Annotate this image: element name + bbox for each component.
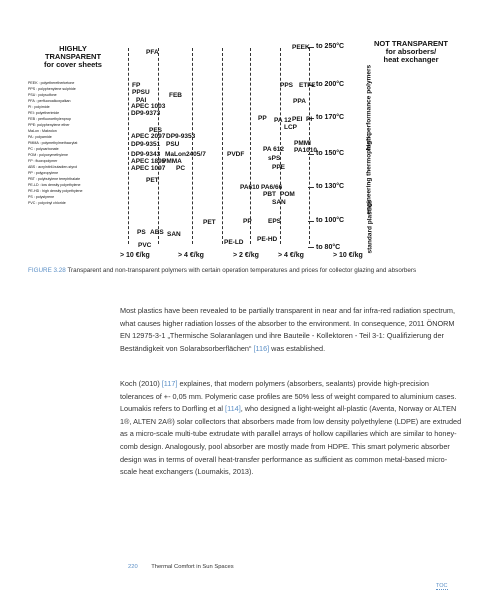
price-label: > 4 €/kg	[178, 252, 204, 259]
material-label: SAN	[272, 199, 286, 206]
temp-tick	[308, 154, 314, 155]
material-label: PA610	[240, 184, 260, 191]
material-label: PS	[137, 229, 146, 236]
temp-label: to 250°C	[316, 43, 345, 50]
material-label: PE-LD	[224, 239, 244, 246]
band-line	[222, 48, 223, 244]
reference-link[interactable]: [116]	[253, 343, 270, 353]
side-label-standard: standard plastics	[366, 200, 374, 254]
reference-link[interactable]: [114]	[225, 404, 241, 414]
temp-tick	[308, 187, 314, 188]
material-label: APEC 1003	[131, 103, 166, 110]
material-label: PVDF	[227, 151, 245, 158]
material-label: PP	[258, 115, 267, 122]
side-label-engineering: engineering thermoplastic	[365, 133, 373, 215]
material-label: APEC 1097	[131, 165, 166, 172]
temp-label: to 130°C	[316, 183, 345, 190]
temp-label: to 170°C	[316, 114, 345, 121]
material-label: ABS	[150, 229, 164, 236]
material-label: DP9-9353	[166, 133, 196, 140]
price-label: > 10 €/kg	[333, 252, 363, 259]
material-label: PAI	[136, 97, 147, 104]
material-label: PC	[176, 165, 186, 172]
material-label: PA 612	[263, 146, 284, 153]
material-label: POM	[280, 191, 295, 198]
polymer-figure	[28, 38, 449, 260]
material-label: APEC 1895	[131, 158, 166, 165]
paragraph-2-tail: , who designed a light-weight all-plastic (Aventa, Norway or ALTEN 1®, ALTEN 2A®) solar collectors that absorbers made from low density polyethylene (LDPE) are extruded as a micro-scale multi-tube extrudate with parallel arrays of hollow capillaries which are similar to honey-comb design. Analogously, pool absorber are mostly made from HDPE. This smart polymeric absorber design was in terms of overall heat-transfer performance as sufficient as common metal-based micro-scale heat exchangers (Loumakis, 2013).	[120, 404, 462, 477]
material-label: FEB	[169, 92, 182, 99]
header-not-transparent: NOT TRANSPARENT for absorbers/ heat exchanger	[373, 39, 449, 64]
band-line	[192, 48, 193, 244]
material-label: PPA	[293, 98, 306, 105]
material-label: PSU	[166, 141, 180, 148]
material-label: PBT	[263, 191, 276, 198]
temp-label: to 200°C	[316, 81, 345, 88]
temp-tick	[308, 247, 314, 248]
material-label: PVC	[138, 242, 152, 249]
material-label: PA6/66	[261, 184, 283, 191]
price-label: > 2 €/kg	[233, 252, 259, 259]
toc-link[interactable]: TOC	[436, 583, 448, 589]
caption-label: FIGURE 3.28	[28, 267, 66, 274]
material-label: PET	[203, 219, 216, 226]
material-label: PET	[146, 177, 159, 184]
material-label: PI	[306, 116, 313, 123]
paragraph-1	[120, 305, 462, 355]
material-label: PA 12	[274, 117, 292, 124]
material-label: DP9-9351	[131, 141, 161, 148]
side-label-high-performance: high performance polymers	[365, 64, 373, 151]
material-label: PPS	[280, 82, 294, 89]
material-label: SAN	[167, 231, 181, 238]
temp-label: to 100°C	[316, 217, 345, 224]
material-label: PEEK	[292, 44, 310, 51]
figure-caption	[28, 266, 468, 275]
material-label: MaLon2405/7	[165, 151, 206, 158]
price-label: > 10 €/kg	[120, 252, 150, 259]
running-title: Thermal Comfort in Sun Spaces	[151, 564, 234, 570]
material-label: PFA	[146, 49, 159, 56]
material-label: FP	[132, 82, 141, 89]
material-label: DP9-9343	[131, 151, 161, 158]
material-label: PP	[243, 218, 252, 225]
material-label: APEC 2097	[131, 133, 166, 140]
material-label: LCP	[284, 124, 297, 131]
paragraph-2-lead: Koch (2010)	[120, 379, 162, 388]
material-label: PEI	[292, 116, 303, 123]
reference-link[interactable]: [117]	[161, 379, 178, 388]
temp-label: to 150°C	[316, 150, 345, 157]
price-label: > 4 €/kg	[278, 252, 304, 259]
temp-tick	[308, 221, 314, 222]
page-footer	[128, 564, 234, 570]
material-label: PMMA	[162, 158, 182, 165]
material-label: PA1010	[294, 147, 318, 154]
band-line	[250, 48, 251, 244]
material-label: ETFE	[299, 82, 316, 89]
material-label: PES	[149, 127, 163, 134]
abbreviation-legend: PEEK : polyetheretherketone PPS : polyphenylene sulphide PSU : polysulfone PFA : perfluoroalkoxyalkan PI : polyimide PEI: polyetherimide FEB : perfluoroethylenprop PPE: polyphenylene ether MaLon : Makrolon PA : polyamide PMMA : polymethylmethacrylat PC : polycarbonate POM : polyoxymethylene FP : fluoropolymer ABS : acrylnitril-butadien-styrol PP : polypropylene PBT : polybutylene terephthalate PE-LD : low density polyethylene PE-HD : high density polyethylene PS : polystyrene PVC : polyvinyl chloride	[28, 81, 83, 205]
band-line	[128, 48, 129, 244]
paragraph-2	[120, 378, 462, 479]
material-label: EPS	[268, 218, 282, 225]
page-number: 220	[128, 564, 138, 570]
material-label: sPS	[268, 155, 281, 162]
paragraph-1-text: Most plastics have been revealed to be partially transparent in near and far infra-red radiation spectrum, what causes higher radiation losses of the absorber to the environment. In consequence, 2011 ÖNORM EN 12975-3-1 „Thermische Solaranlagen und ihre Bauteile - Kollektoren - Teil 3-1: Qualifizierung der Beständigkeit von Solarabsorberflächen“	[120, 306, 456, 353]
material-label: DP9-9373	[131, 110, 161, 117]
material-label: PE-HD	[257, 236, 278, 243]
material-label: PMMI	[294, 140, 311, 147]
header-transparent: HIGHLY TRANSPARENT for cover sheets	[44, 44, 102, 69]
caption-text: Transparent and non-transparent polymers with certain operation temperatures and prices for collector glazing and absorbers	[67, 267, 417, 274]
paragraph-2-mid: explaines, that modern polymers (absorbers, sealants) provide high-precision tolerances of +- 0,05 mm. Polymeric case profiles are 50% less of weight compared to aluminium cases. Loumakis refers to Dorfling et al	[120, 379, 457, 414]
temp-label: to 80°C	[316, 244, 341, 251]
material-label: PPE	[272, 164, 286, 171]
material-label: PPSU	[132, 89, 150, 96]
paragraph-1-tail: was established.	[269, 343, 326, 353]
